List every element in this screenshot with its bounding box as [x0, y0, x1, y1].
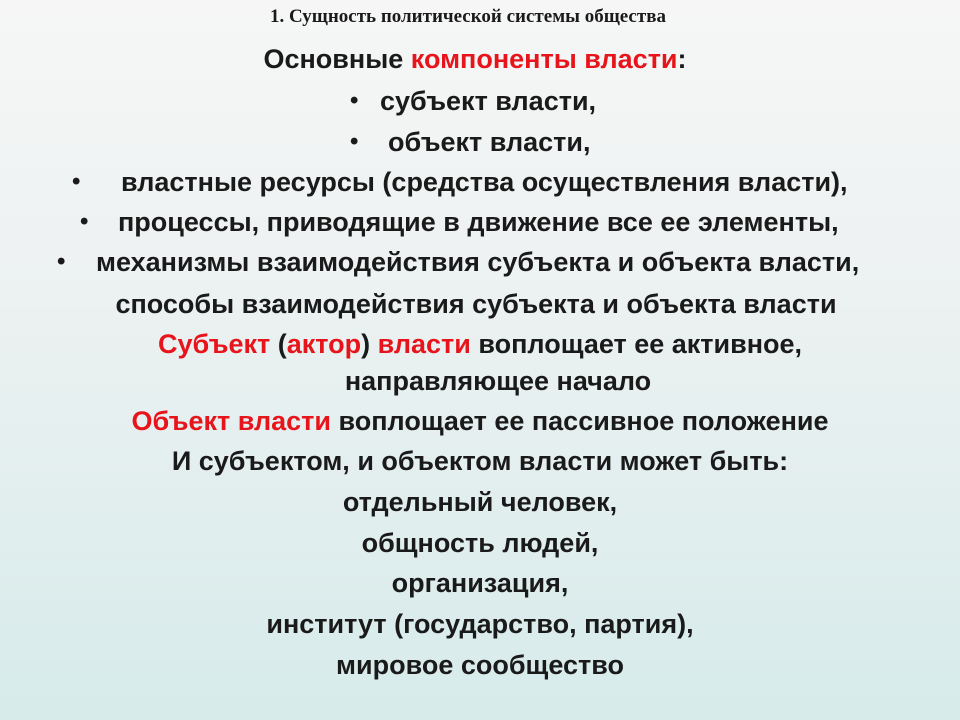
object-highlight: Объект власти	[131, 406, 331, 436]
subject-open-paren: (	[270, 329, 287, 359]
bullet-marker: •	[57, 248, 66, 275]
subject-definition-rest: воплощает ее активное,	[470, 329, 803, 359]
slide-title: 1. Сущность политической системы общества	[270, 6, 666, 27]
subject-definition	[0, 327, 960, 361]
example-item: общность людей,	[361, 528, 599, 558]
actor-word: актор	[286, 329, 362, 359]
bullet-item-subject: субъект власти,	[380, 86, 597, 116]
example-item: институт (государство, партия),	[266, 609, 694, 639]
bullet-marker: •	[350, 128, 359, 155]
heading-suffix: :	[677, 44, 687, 74]
bullet-marker: •	[350, 87, 359, 114]
heading-prefix: Основные	[263, 44, 411, 74]
object-definition-rest: воплощает ее пассивное положение	[330, 406, 829, 436]
bullet-item-processes: процессы, приводящие в движение все ее элементы,	[118, 207, 839, 237]
object-definition	[0, 404, 960, 438]
subject-word: Субъект	[157, 329, 271, 359]
bullet-item-mechanisms: механизмы взаимодействия субъекта и объекта власти,	[96, 247, 860, 277]
bullet-item-resources: властные ресурсы (средства осуществления власти),	[121, 167, 848, 197]
bullet-marker: •	[72, 168, 81, 195]
both-can-be-line: И субъектом, и объектом власти может быть:	[171, 446, 789, 476]
subject-definition-line2: направляющее начало	[344, 366, 652, 396]
example-item: мировое сообщество	[336, 650, 624, 680]
example-item: организация,	[391, 568, 569, 598]
example-item: отдельный человек,	[342, 487, 618, 517]
power-word: власти	[377, 329, 471, 359]
subject-close-paren: )	[361, 329, 378, 359]
methods-line: способы взаимодействия субъекта и объекта власти	[115, 289, 837, 319]
bullet-item-object: объект власти,	[388, 127, 591, 157]
bullet-marker: •	[80, 208, 89, 235]
heading-highlight: компоненты власти	[410, 44, 678, 74]
components-heading	[0, 42, 955, 76]
